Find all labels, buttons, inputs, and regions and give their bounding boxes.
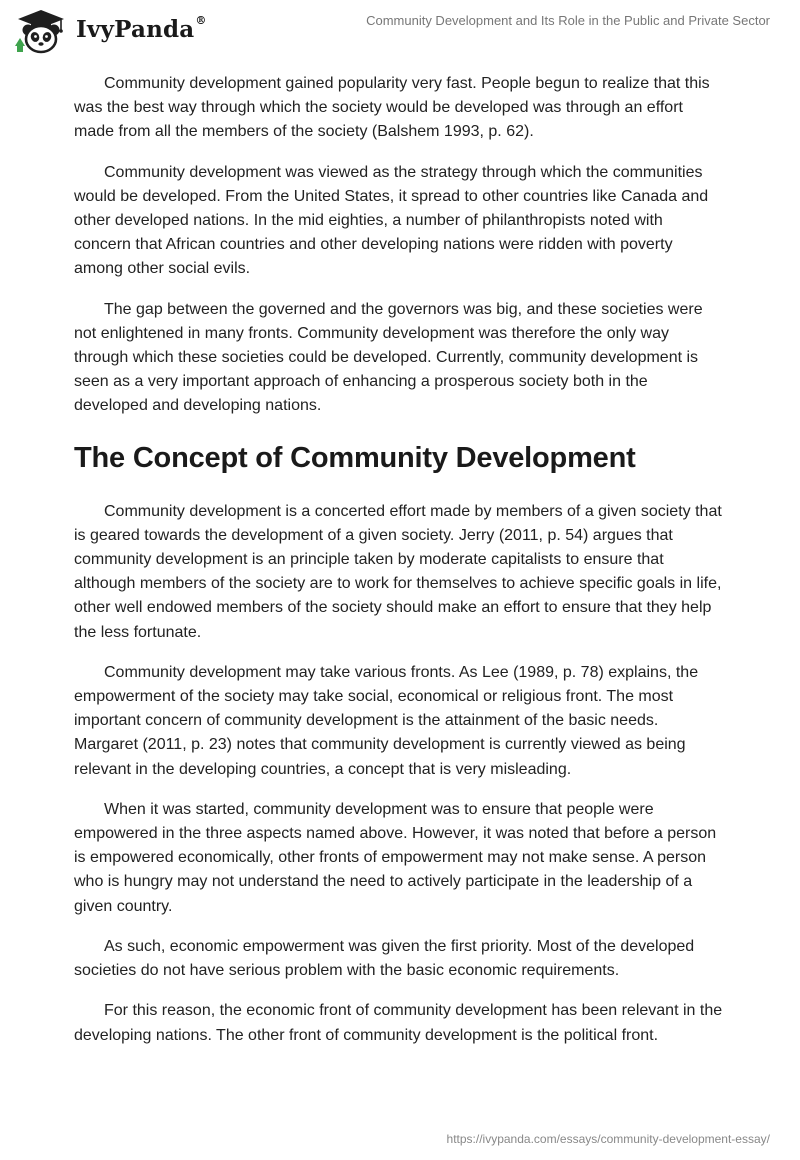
paragraph: Community development gained popularity very fast. People begun to realize that this was the best way through which the society would be developed was through an effort made from all the members of the society (Balshem 1993, p. 62). [74,75,710,141]
source-url[interactable]: https://ivypanda.com/essays/community-development-essay/ [446,1132,770,1146]
article-body [74,72,724,1064]
paragraph: For this reason, the economic front of community development has been relevant in the developing nations. The other front of community development is the political front. [74,1002,723,1044]
logo-wordmark [76,16,207,43]
paragraph: The gap between the governed and the governors was big, and these societies were not enlightened in many fronts. Community development was therefore the only way through which these societies could be developed. Currently, community development is seen as a very important approach of enhancing a prosperous society both in the developed and developing nations. [74,300,703,415]
page-header [0,0,800,60]
section-heading: The Concept of Community Development [74,441,636,474]
paragraph: When it was started, community development was to ensure that people were empowered in the three aspects named above. However, it was noted that before a person is empowered economically, other fronts of empowerment may not make sense. A person who is hungry may not understand the need to actively participate in the leadership of a given country. [74,800,717,915]
ivypanda-logo[interactable] [14,8,207,54]
paragraph: Community development may take various fronts. As Lee (1989, p. 78) explains, the empowerment of the society may take social, economical or religious front. The most important concern of community development is the attainment of the basic needs. Margaret (2011, p. 23) notes that community development is currently viewed as being relevant in the developing countries, a concept that is very misleading. [74,663,699,778]
logo-text: IvyPanda [76,16,195,43]
paragraph: As such, economic empowerment was given the first priority. Most of the developed societies do not have serious problem with the basic economic requirements. [74,937,695,980]
panda-graduation-icon [14,8,68,54]
paragraph: Community development was viewed as the strategy through which the communities would be developed. From the United States, it spread to other countries like Canada and other developed nations. In the mid eighties, a number of philanthropists noted with concern that African countries and other developing nations were ridden with poverty among other social evils. [74,163,709,278]
logo-registered-mark: ® [195,14,207,27]
paragraph: Community development is a concerted effort made by members of a given society that is geared towards the development of a given society. Jerry (2011, p. 54) argues that community development is an principle taken by moderate capitalists to ensure that although members of the society are to work for themselves to achieve specific goals in life, other well endowed members of the society should make an effort to ensure that they help the less fortunate. [74,502,722,641]
document-title: Community Development and Its Role in the Public and Private Sector [366,13,770,28]
